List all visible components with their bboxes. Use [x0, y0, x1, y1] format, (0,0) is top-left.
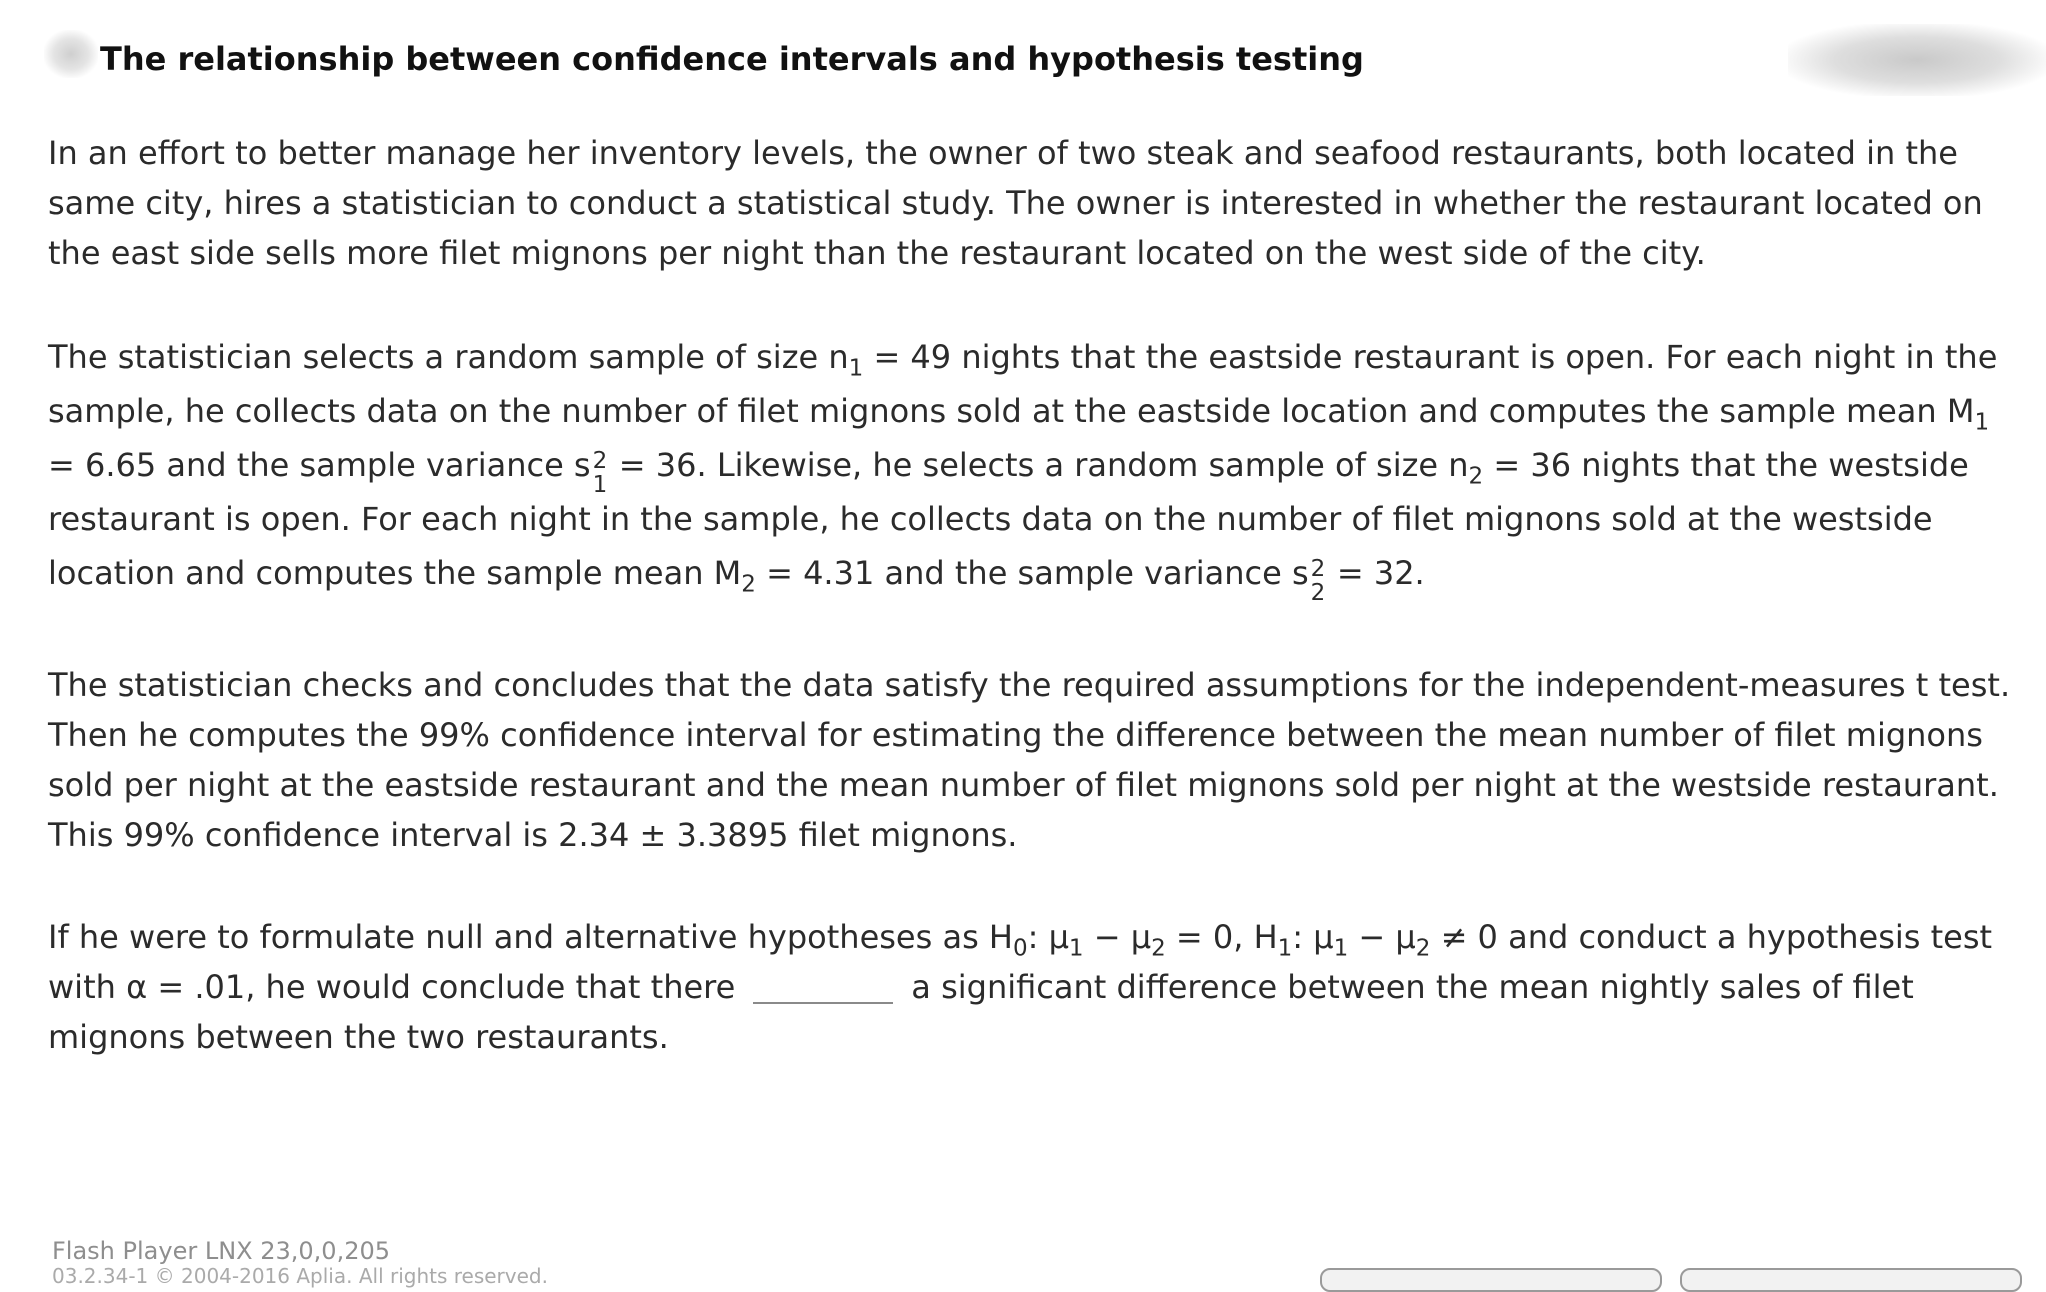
confidence-interval-paragraph: The statistician checks and concludes that the data satisfy the required assumptions for the independent-measures t test. Then he computes the 99% confidence interval for estimating the difference between the mean number of filet mignons sold per night at the eastside restaurant and the mean number of filet mignons sold per night at the westside restaurant. This 99% confidence interval is 2.34 ± 3.3895 filet mignons.: [48, 666, 2011, 854]
flash-version-label: Flash Player LNX 23,0,0,205: [52, 1237, 391, 1265]
bottom-button-left[interactable]: [1320, 1268, 1662, 1292]
hypothesis-question-paragraph: If he were to formulate null and alternative hypotheses as $H_0$: $\mu_1 - \mu_2 = 0$, $H_1$: $\mu_1 - \mu_2 \ne 0$ and conduct a hypothesis test with α = .01, he would conclude that there a significant difference between the mean nightly sales of filet mignons between the two restaurants.: [48, 918, 1993, 1056]
blurred-logo-icon: [44, 30, 98, 78]
answer-dropdown[interactable]: [753, 974, 893, 1004]
intro-paragraph: In an effort to better manage her inventory levels, the owner of two steak and seafood restaurants, both located in the same city, hires a statistician to conduct a statistical study. The owner is interested in whether the restaurant located on the east side sells more filet mignons per night than the restaurant located on the west side of the city.: [48, 134, 1983, 272]
sample-paragraph: The statistician selects a random sample of size $n_1 = 49$ nights that the eastside restaurant is open. For each night in the sample, he collects data on the number of filet mignons sold at the eastside location and computes the sample mean $M_1 = 6.65$ and the sample variance s 2 1 = 36. Likewise, he selects a random sample of size $n_2 = 36$ nights that the westside restaurant is open. For each night in the sample, he collects data on the number of filet mignons sold at the westside location and computes the sample mean $M_2 = 4.31$ and the sample variance s 2 2 = 32.: [48, 338, 1998, 606]
bottom-button-right[interactable]: [1680, 1268, 2022, 1292]
blurred-header-graphic: [1788, 24, 2046, 96]
copyright-label: 03.2.34-1 © 2004-2016 Aplia. All rights reserved.: [52, 1264, 548, 1288]
page-title: The relationship between confidence intervals and hypothesis testing: [100, 40, 1364, 78]
